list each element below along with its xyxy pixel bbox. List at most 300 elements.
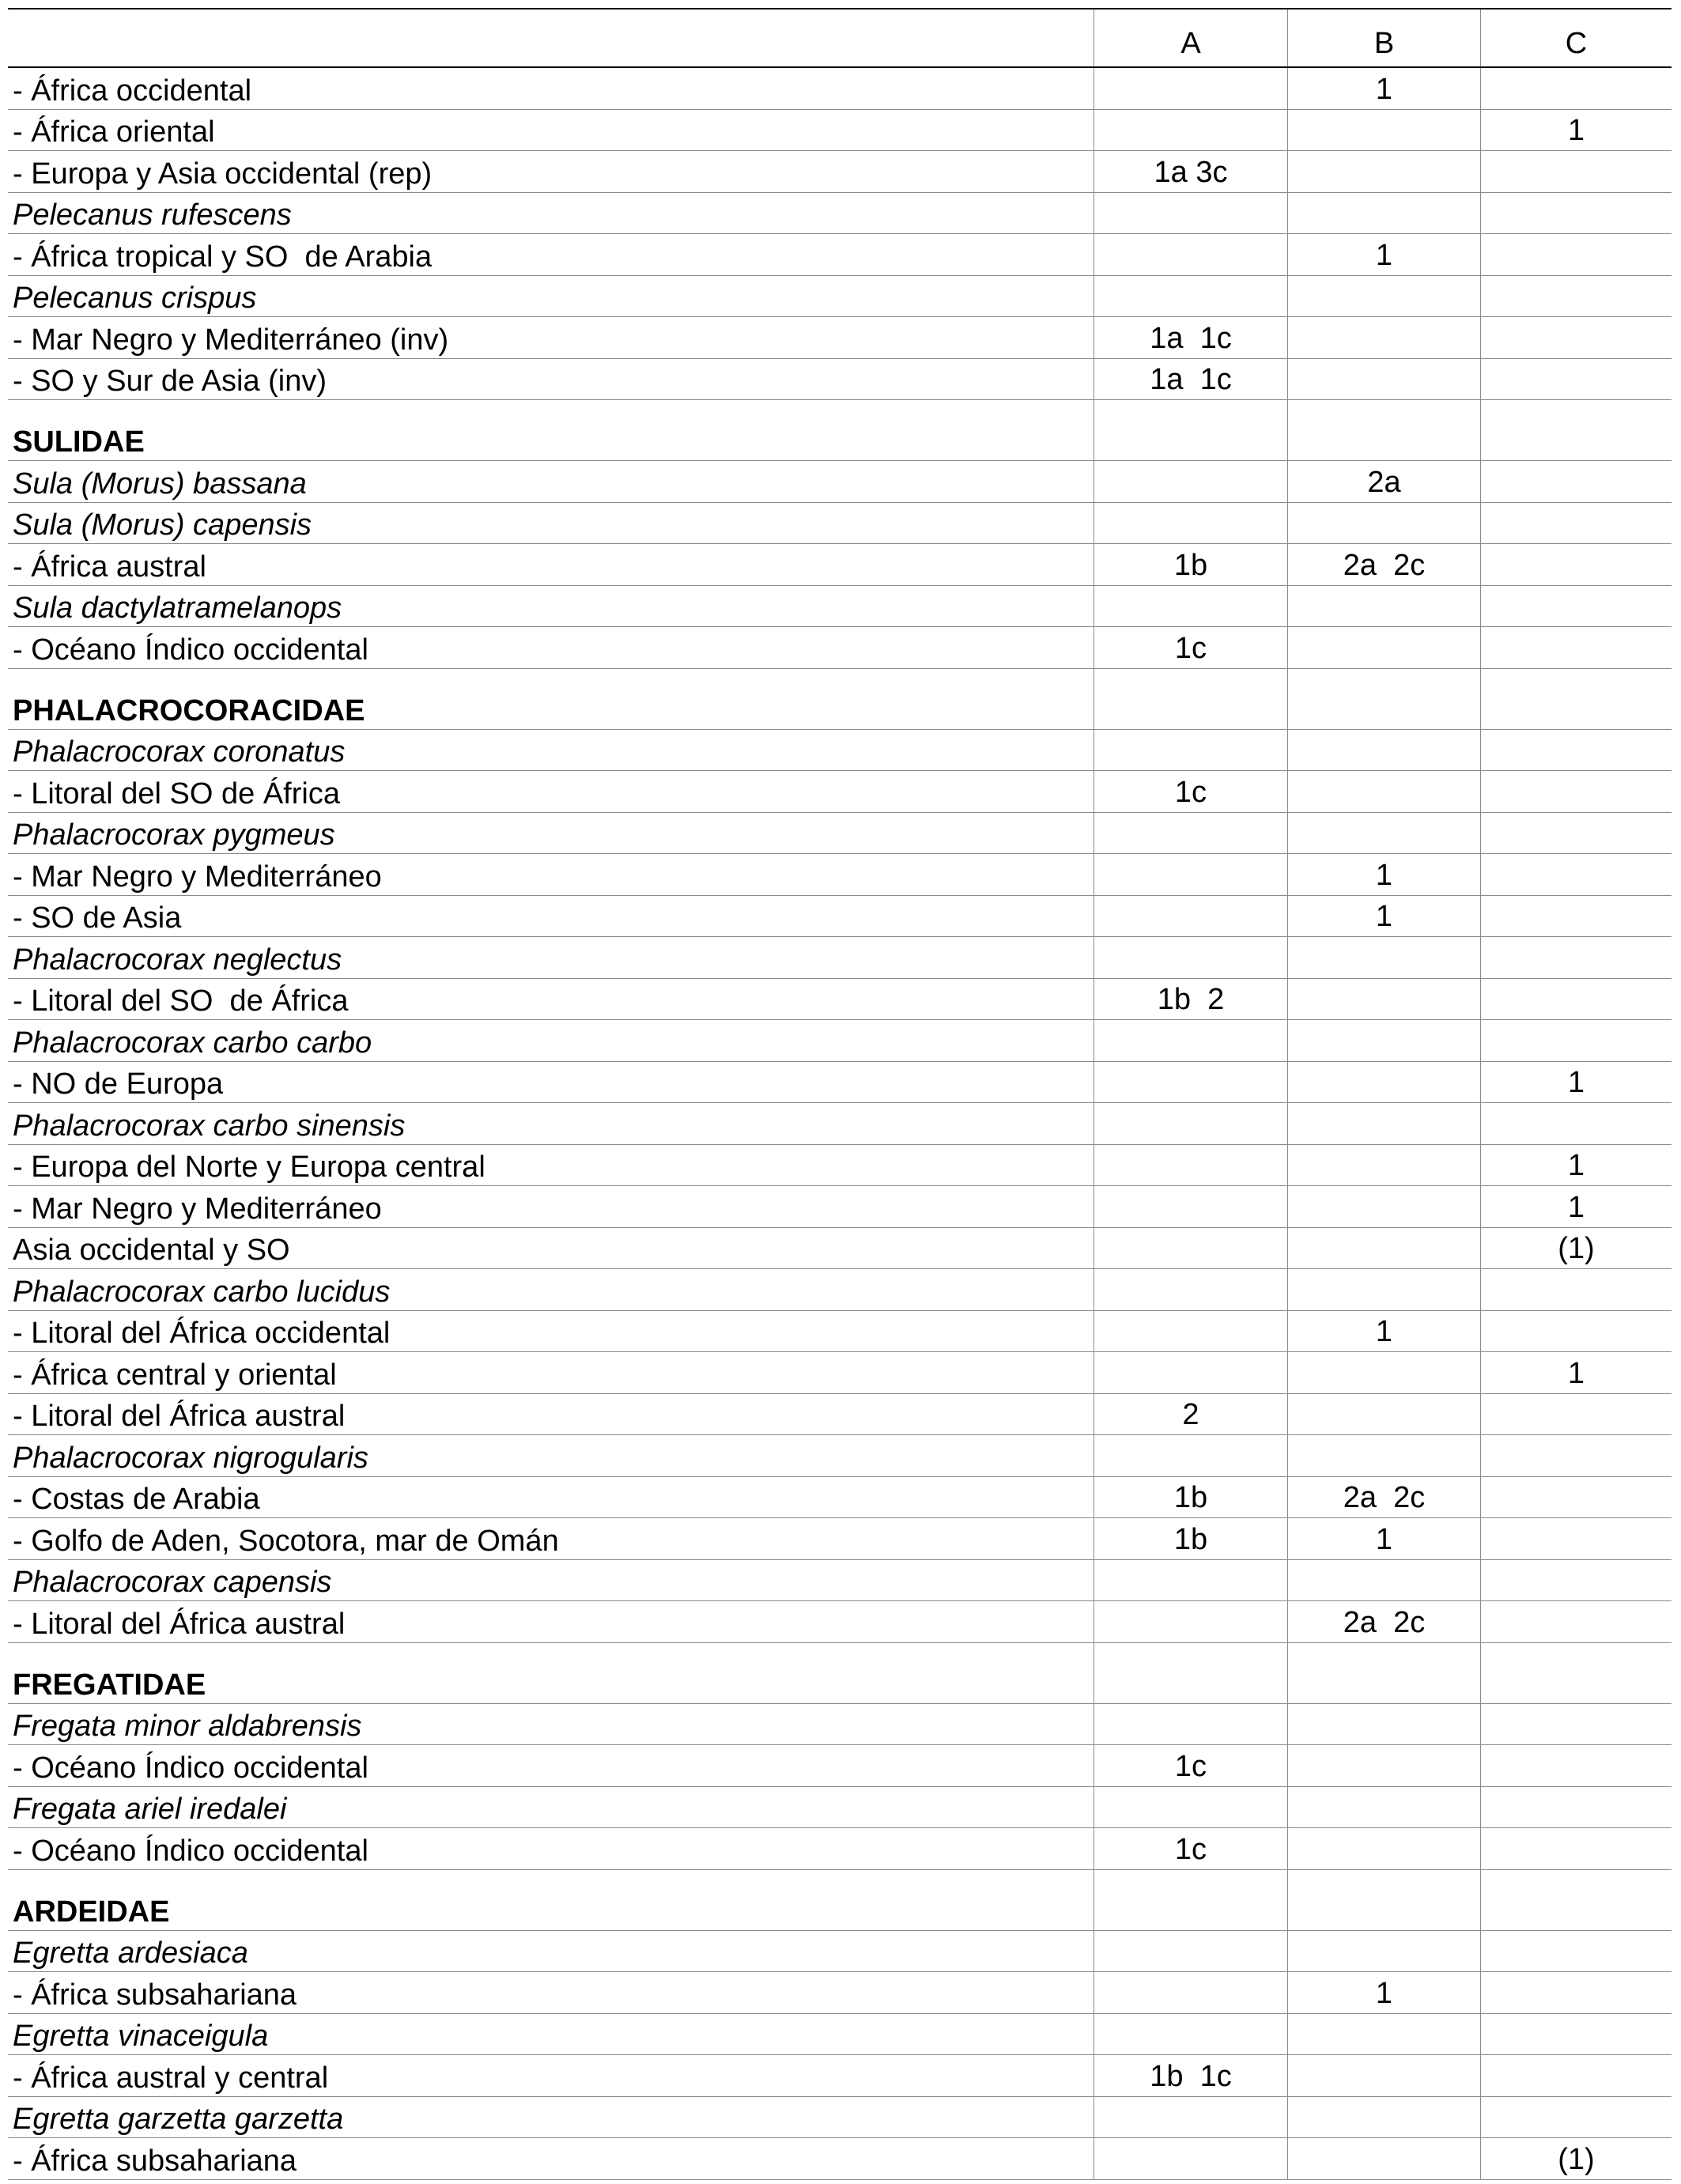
label-cell [8,363,1094,399]
col-b-cell [1287,2055,1480,2096]
col-c-cell [1480,1435,1672,1476]
region-row [8,1394,1672,1436]
label-cell [8,1108,1094,1144]
col-a-cell-text: 1a 3c [1154,155,1228,189]
label-cell-text: - NO de Europa [13,1067,224,1101]
col-a-cell-text: 1c [1174,1832,1207,1866]
col-c-cell [1480,1601,1672,1642]
label-cell [8,1066,1094,1102]
header-c-text: C [1565,27,1588,60]
col-b-cell [1287,813,1480,854]
col-b-cell [1287,1062,1480,1103]
label-cell-text: ARDEIDAE [13,1895,170,1929]
col-b-cell-text: 1 [1375,900,1393,933]
label-cell-text: - SO de Asia [13,901,182,935]
label-cell [8,1667,1094,1703]
col-a-cell [1094,1228,1287,1269]
col-b-cell [1287,1870,1480,1930]
label-cell-text: SULIDAE [13,425,145,459]
col-c-cell [1480,461,1672,502]
label-cell-text: Egretta garzetta garzetta [13,2103,344,2136]
col-c-cell [1480,110,1672,151]
region-row [8,317,1672,359]
label-cell [8,590,1094,626]
col-b-cell [1287,1186,1480,1227]
region-row [8,1745,1672,1787]
col-b-cell [1287,979,1480,1020]
col-c-cell [1480,1931,1672,1972]
col-b-cell [1287,1145,1480,1186]
col-b-cell-text: 1 [1375,1976,1393,2010]
region-row [8,68,1672,110]
header-b-text: B [1373,27,1395,60]
col-a-cell-text: 1a 1c [1150,321,1232,355]
label-cell-text: - Litoral del SO de África [13,984,349,1018]
col-b-cell [1287,359,1480,400]
col-c-cell [1480,2097,1672,2138]
species-row [8,1269,1672,1311]
label-cell [8,1750,1094,1786]
species-status-table [8,8,1672,2180]
col-c-cell [1480,400,1672,460]
species-row [8,2014,1672,2056]
col-b-cell-text: 1 [1375,858,1393,892]
col-a-cell-text: 1b [1173,1522,1208,1556]
label-cell-text: Phalacrocorax capensis [13,1566,332,1599]
col-c-cell [1480,1228,1672,1269]
col-a-cell [1094,400,1287,460]
label-cell-text: Pelecanus rufescens [13,198,292,232]
col-c-cell-text: 1 [1567,114,1585,147]
col-c-cell [1480,1269,1672,1310]
col-a-cell [1094,1828,1287,1869]
col-b-cell [1287,1931,1480,1972]
col-a-cell [1094,317,1287,358]
label-cell-text: - África occidental [13,74,252,108]
label-cell [8,734,1094,770]
col-c-cell [1480,1103,1672,1144]
col-a-cell [1094,1477,1287,1518]
col-b-cell [1287,896,1480,937]
family-row [8,400,1672,461]
label-cell-text: - Costas de Arabia [13,1483,260,1516]
col-b-cell [1287,1828,1480,1869]
label-cell-text: - Océano Índico occidental [13,1834,368,1868]
col-c-cell [1480,896,1672,937]
col-b-cell [1287,234,1480,275]
col-a-cell [1094,193,1287,234]
col-a-cell [1094,1931,1287,1972]
col-c-cell [1480,1020,1672,1061]
col-a-cell-text: 2 [1182,1398,1199,1431]
col-a-cell [1094,937,1287,978]
region-row [8,2138,1672,2180]
region-row [8,1477,1672,1519]
col-b-cell [1287,730,1480,771]
label-cell [8,239,1094,275]
label-cell [8,1149,1094,1185]
region-row [8,1518,1672,1560]
col-c-cell [1480,813,1672,854]
label-cell-text: - Litoral del África austral [13,1400,346,1433]
label-cell [8,693,1094,729]
label-cell-text: Phalacrocorax carbo sinensis [13,1109,406,1143]
col-b-cell [1287,151,1480,192]
col-a-cell [1094,730,1287,771]
label-cell-text: Fregata minor aldabrensis [13,1710,362,1743]
label-cell [8,322,1094,358]
col-a-cell-text: 1a 1c [1150,363,1232,396]
col-b-cell [1287,669,1480,729]
label-cell-text: - África subsahariana [13,1978,297,2012]
label-cell-text: - África tropical y SO de Arabia [13,240,433,274]
label-cell [8,507,1094,543]
col-c-cell [1480,771,1672,812]
label-cell-text: Egretta vinaceigula [13,2020,269,2053]
region-row [8,1311,1672,1353]
label-cell [8,1025,1094,1061]
col-a-cell [1094,1020,1287,1061]
label-cell [8,983,1094,1019]
col-b-cell [1287,276,1480,317]
col-b-cell-text: 1 [1375,72,1393,106]
region-row [8,1062,1672,1104]
label-cell [8,817,1094,853]
region-row [8,979,1672,1021]
label-cell-text: Sula (Morus) capensis [13,508,312,542]
col-b-cell [1287,2097,1480,2138]
header-cell-c [1480,9,1672,66]
species-row [8,730,1672,772]
label-cell-text: - África subsahariana [13,2144,297,2178]
header-cell-b [1287,9,1480,66]
col-a-cell [1094,1704,1287,1745]
col-c-cell [1480,1394,1672,1435]
label-cell-text: - Litoral del África occidental [13,1317,391,1350]
col-c-cell [1480,1560,1672,1601]
label-cell-text: PHALACROCORACIDAE [13,693,365,727]
col-a-cell-text: 1c [1174,775,1207,809]
col-c-cell-text: 1 [1567,1149,1585,1182]
col-a-cell [1094,2138,1287,2179]
col-c-cell [1480,1062,1672,1103]
label-cell-text: - Mar Negro y Mediterráneo [13,1192,382,1226]
col-c-cell [1480,1352,1672,1393]
label-cell [8,1481,1094,1517]
region-row [8,1601,1672,1643]
table-header-row [8,8,1672,68]
col-b-cell [1287,193,1480,234]
col-a-cell-text: 1c [1174,1749,1207,1783]
label-cell-text: Asia occidental y SO [13,1234,290,1267]
col-a-cell [1094,544,1287,585]
header-a-text: A [1180,27,1201,60]
col-a-cell [1094,1062,1287,1103]
species-row [8,461,1672,503]
col-c-cell [1480,1145,1672,1186]
col-c-cell [1480,544,1672,585]
label-cell-text: - Europa y Asia occidental (rep) [13,157,433,191]
label-cell [8,1894,1094,1930]
col-c-cell-text: 1 [1567,1066,1585,1099]
col-c-cell [1480,2138,1672,2179]
label-cell-text: Sula (Morus) bassana [13,467,307,501]
label-cell-text: - Océano Índico occidental [13,633,368,667]
label-cell [8,1191,1094,1227]
col-c-cell [1480,68,1672,109]
col-c-cell-text: 1 [1567,1190,1585,1224]
col-c-cell [1480,1704,1672,1745]
label-cell [8,1606,1094,1642]
col-b-cell [1287,1228,1480,1269]
col-b-cell [1287,544,1480,585]
col-b-cell [1287,854,1480,895]
region-row [8,1228,1672,1270]
label-cell-text: - África central y oriental [13,1358,337,1392]
col-c-cell [1480,1745,1672,1786]
col-c-cell [1480,317,1672,358]
species-row [8,503,1672,545]
region-row [8,110,1672,152]
col-b-cell [1287,937,1480,978]
col-b-cell [1287,1601,1480,1642]
label-cell [8,280,1094,316]
label-cell [8,2018,1094,2054]
species-row [8,1435,1672,1477]
label-cell-text: - Mar Negro y Mediterráneo (inv) [13,323,449,357]
label-cell [8,1564,1094,1600]
label-cell-text: Phalacrocorax carbo lucidus [13,1275,391,1309]
col-a-cell [1094,1145,1287,1186]
col-c-cell [1480,2055,1672,2096]
col-a-cell [1094,1870,1287,1930]
label-cell [8,1357,1094,1393]
col-c-cell [1480,1186,1672,1227]
label-cell-text: - Litoral del África austral [13,1607,346,1641]
col-a-cell [1094,1518,1287,1559]
col-c-cell [1480,503,1672,544]
region-row [8,1972,1672,2014]
col-a-cell [1094,461,1287,502]
col-a-cell [1094,854,1287,895]
label-cell [8,549,1094,585]
col-b-cell [1287,627,1480,668]
label-cell [8,197,1094,233]
species-row [8,1787,1672,1829]
col-b-cell [1287,1020,1480,1061]
col-c-cell [1480,1972,1672,2013]
col-b-cell-text: 2a [1367,465,1401,499]
species-row [8,1103,1672,1145]
label-cell [8,1440,1094,1476]
col-c-cell [1480,586,1672,627]
label-cell [8,632,1094,668]
col-a-cell [1094,276,1287,317]
col-a-cell [1094,1601,1287,1642]
label-cell [8,1791,1094,1827]
label-cell [8,1708,1094,1744]
col-b-cell [1287,68,1480,109]
label-cell-text: - Europa del Norte y Europa central [13,1151,485,1184]
label-cell-text: - Golfo de Aden, Socotora, mar de Omán [13,1524,559,1558]
label-cell-text: - SO y Sur de Asia (inv) [13,365,327,398]
col-b-cell [1287,2138,1480,2179]
col-c-cell-text: (1) [1558,2142,1595,2176]
species-row [8,813,1672,855]
species-row [8,276,1672,318]
region-row [8,771,1672,813]
label-cell-text: Pelecanus crispus [13,282,257,315]
col-c-cell [1480,937,1672,978]
col-a-cell [1094,2055,1287,2096]
col-c-cell [1480,359,1672,400]
col-c-cell [1480,730,1672,771]
species-row [8,2097,1672,2139]
label-cell [8,900,1094,936]
label-cell-text: FREGATIDAE [13,1668,206,1702]
species-row [8,1704,1672,1746]
col-b-cell [1287,1311,1480,1352]
species-row [8,1931,1672,1973]
col-a-cell-text: 1b 2 [1157,983,1225,1016]
col-a-cell [1094,1435,1287,1476]
label-cell-text: Phalacrocorax carbo carbo [13,1026,372,1060]
label-cell [8,73,1094,109]
col-b-cell [1287,1103,1480,1144]
col-c-cell [1480,979,1672,1020]
col-b-cell-text: 1 [1375,238,1393,272]
col-a-cell [1094,1787,1287,1828]
col-a-cell [1094,1394,1287,1435]
col-b-cell [1287,1972,1480,2013]
label-cell-text: Phalacrocorax pygmeus [13,818,335,852]
col-b-cell [1287,503,1480,544]
col-b-cell [1287,1560,1480,1601]
col-a-cell [1094,1643,1287,1703]
col-b-cell [1287,1787,1480,1828]
label-cell-text: Fregata ariel iredalei [13,1793,287,1826]
species-row [8,1560,1672,1602]
col-a-cell [1094,151,1287,192]
col-a-cell [1094,1560,1287,1601]
col-a-cell [1094,503,1287,544]
col-c-cell-text: (1) [1558,1232,1595,1265]
col-c-cell [1480,854,1672,895]
label-cell-text: Egretta ardesiaca [13,1937,248,1970]
col-a-cell [1094,771,1287,812]
col-b-cell [1287,461,1480,502]
col-a-cell [1094,1972,1287,2013]
label-cell [8,1935,1094,1971]
col-b-cell-text: 2a 2c [1343,1605,1426,1639]
col-b-cell [1287,1745,1480,1786]
label-cell [8,2143,1094,2179]
label-cell-text: - Océano Índico occidental [13,1751,368,1785]
family-row [8,669,1672,730]
label-cell-text: - Litoral del SO de África [13,776,340,810]
label-cell [8,1398,1094,1434]
species-row [8,1020,1672,1062]
col-a-cell [1094,813,1287,854]
label-cell [8,466,1094,502]
col-c-cell [1480,1643,1672,1703]
col-c-cell [1480,276,1672,317]
species-row [8,193,1672,235]
col-a-cell [1094,110,1287,151]
col-b-cell-text: 2a 2c [1343,1481,1426,1514]
label-cell-text: - África austral [13,550,206,584]
col-c-cell [1480,669,1672,729]
col-a-cell [1094,1103,1287,1144]
label-cell-text: Phalacrocorax nigrogularis [13,1441,368,1475]
col-a-cell [1094,1269,1287,1310]
region-row [8,1186,1672,1228]
col-a-cell [1094,627,1287,668]
col-c-cell [1480,627,1672,668]
label-cell [8,776,1094,812]
label-cell-text: Phalacrocorax coronatus [13,735,346,769]
region-row [8,234,1672,276]
label-cell [8,942,1094,978]
label-cell-text: Phalacrocorax neglectus [13,943,342,977]
label-cell [8,859,1094,895]
col-c-cell [1480,1518,1672,1559]
col-b-cell-text: 2a 2c [1343,548,1426,582]
col-a-cell [1094,669,1287,729]
species-row [8,586,1672,628]
region-row [8,854,1672,896]
col-c-cell-text: 1 [1567,1356,1585,1390]
label-cell-text: - África oriental [13,115,215,149]
family-row [8,1643,1672,1704]
label-cell [8,424,1094,460]
region-row [8,544,1672,586]
region-row [8,1352,1672,1394]
col-c-cell [1480,151,1672,192]
label-cell [8,1232,1094,1268]
col-a-cell [1094,1311,1287,1352]
col-b-cell [1287,1269,1480,1310]
family-row [8,1870,1672,1931]
label-cell-text: - África austral y central [13,2061,329,2095]
col-c-cell [1480,1477,1672,1518]
col-c-cell [1480,1870,1672,1930]
col-a-cell-text: 1c [1174,631,1207,665]
region-row [8,151,1672,193]
col-a-cell [1094,979,1287,1020]
col-b-cell [1287,400,1480,460]
header-cell-a [1094,9,1287,66]
region-row [8,1145,1672,1187]
col-b-cell [1287,2014,1480,2055]
col-b-cell [1287,1394,1480,1435]
label-cell [8,114,1094,150]
label-cell-text: - Mar Negro y Mediterráneo [13,860,382,894]
label-cell [8,1274,1094,1310]
label-cell [8,1977,1094,2013]
col-b-cell [1287,1352,1480,1393]
label-cell-text: Sula dactylatramelanops [13,591,342,625]
col-a-cell [1094,1745,1287,1786]
col-c-cell [1480,193,1672,234]
label-cell [8,1315,1094,1351]
col-c-cell [1480,1787,1672,1828]
col-a-cell [1094,2014,1287,2055]
col-b-cell [1287,1477,1480,1518]
col-a-cell [1094,68,1287,109]
region-row [8,359,1672,401]
region-row [8,627,1672,669]
